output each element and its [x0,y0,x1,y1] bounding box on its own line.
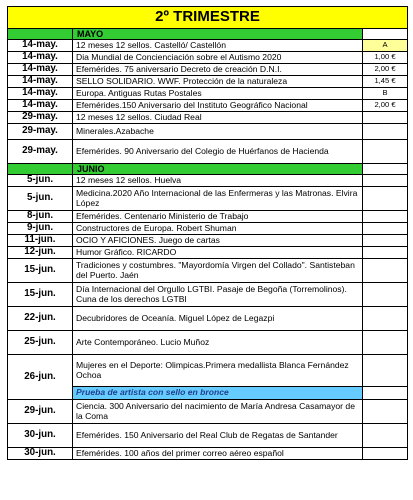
month-header-row [8,164,408,175]
price-cell [363,283,408,307]
price-cell [363,211,408,223]
table-row [8,400,408,424]
month-header-blank [8,29,73,40]
stamp-description: Decubridores de Oceanía. Miguel López de Legazpi [73,307,363,331]
table-row [8,52,408,64]
stamp-description: Día Internacional del Orgullo LGTBI. Pasaje de Begoña (Torremolinos). Cuna de los derechos LGTBI [73,283,363,307]
stamp-description: Mujeres en el Deporte: Olimpicas.Primera medallista Blanca Fernández Ochoa [73,355,363,387]
table-row [8,64,408,76]
price-cell [363,175,408,187]
issue-date: 14-may. [8,100,73,112]
price-cell: 1,00 € [363,52,408,64]
table-row [8,124,408,140]
table-row [8,331,408,355]
page-title: 2º TRIMESTRE [8,7,408,29]
price-cell [363,124,408,140]
month-label: JUNIO [73,164,363,175]
price-cell [363,331,408,355]
issue-date: 29-may. [8,140,73,164]
issue-date: 9-jun. [8,223,73,235]
issue-date: 29-jun. [8,400,73,424]
stamp-description: Constructores de Europa. Robert Shuman [73,223,363,235]
month-header-blank [8,164,73,175]
stamp-description: 12 meses 12 sellos. Ciudad Real [73,112,363,124]
stamp-description: Ciencia. 300 Aniversario del nacimiento de María Andresa Casamayor de la Coma [73,400,363,424]
title-row [8,7,408,29]
issue-date: 14-may. [8,40,73,52]
issue-date: 12-jun. [8,247,73,259]
price-cell [363,235,408,247]
issue-date: 26-jun. [8,355,73,400]
stamp-description: Humor Gráfico. RICARDO [73,247,363,259]
stamp-description: OCIO Y AFICIONES. Juego de cartas [73,235,363,247]
price-cell [363,112,408,124]
issue-date: 8-jun. [8,211,73,223]
stamp-description: Medicina.2020 Año Internacional de las Enfermeras y las Matronas. Elvira López [73,187,363,211]
table-row [8,259,408,283]
table-row [8,76,408,88]
issue-date: 29-may. [8,124,73,140]
price-cell: A [363,40,408,52]
calendar-table [7,6,408,460]
price-cell [363,307,408,331]
table-row [8,307,408,331]
price-cell [363,247,408,259]
issue-date: 30-jun. [8,448,73,460]
stamp-description: Efemérides. Centenario Ministerio de Trabajo [73,211,363,223]
price-cell: 2,00 € [363,100,408,112]
stamp-description: Dia Mundial de Concienciación sobre el Autismo 2020 [73,52,363,64]
issue-date: 14-may. [8,76,73,88]
stamp-description: Efemérides. 90 Aniversario del Colegio de Huérfanos de Hacienda [73,140,363,164]
price-cell [363,400,408,424]
price-cell [363,387,408,400]
price-cell [363,187,408,211]
issue-date: 14-may. [8,64,73,76]
issue-date: 11-jun. [8,235,73,247]
price-cell [363,424,408,448]
table-row [8,175,408,187]
stamp-description: Efemérides. 150 Aniversario del Real Club de Regatas de Santander [73,424,363,448]
issue-date: 15-jun. [8,259,73,283]
month-header-row [8,29,408,40]
price-cell [363,355,408,387]
table-row [8,448,408,460]
table-row [8,88,408,100]
price-cell [363,259,408,283]
issue-date: 25-jun. [8,331,73,355]
stamp-calendar-sheet [7,6,407,460]
month-header-side [363,164,408,175]
stamp-description: Tradiciones y costumbres. "Mayordomía Virgen del Collado". Santisteban del Puerto. Jaén [73,259,363,283]
table-row [8,112,408,124]
stamp-description: Minerales.Azabache [73,124,363,140]
issue-date: 5-jun. [8,187,73,211]
issue-date: 14-may. [8,88,73,100]
stamp-description: Europa. Antiguas Rutas Postales [73,88,363,100]
issue-date: 22-jun. [8,307,73,331]
table-row [8,247,408,259]
stamp-description: Arte Contemporáneo. Lucio Muñoz [73,331,363,355]
table-row [8,355,408,387]
issue-date: 14-may. [8,52,73,64]
table-row [8,283,408,307]
stamp-description: Efemérides. 75 aniversario Decreto de creación D.N.I. [73,64,363,76]
table-row [8,211,408,223]
month-header-side [363,29,408,40]
stamp-description: 12 meses 12 sellos. Huelva [73,175,363,187]
proof-note: Prueba de artista con sello en bronce [73,387,363,400]
price-cell: 1,45 € [363,76,408,88]
table-row [8,187,408,211]
table-row [8,235,408,247]
table-row [8,424,408,448]
issue-date: 30-jun. [8,424,73,448]
table-row [8,223,408,235]
price-cell: 2,00 € [363,64,408,76]
issue-date: 5-jun. [8,175,73,187]
price-cell [363,223,408,235]
stamp-description: Efemérides.150 Aniversario del Instituto Geográfico Nacional [73,100,363,112]
table-row [8,40,408,52]
stamp-description: Efemérides. 100 años del primer correo aéreo español [73,448,363,460]
price-cell: B [363,88,408,100]
price-cell [363,448,408,460]
stamp-description: 12 meses 12 sellos. Castelló/ Castellón [73,40,363,52]
month-label: MAYO [73,29,363,40]
issue-date: 29-may. [8,112,73,124]
price-cell [363,140,408,164]
table-row [8,140,408,164]
table-row [8,100,408,112]
stamp-description: SELLO SOLIDARIO. WWF. Protección de la naturaleza [73,76,363,88]
issue-date: 15-jun. [8,283,73,307]
